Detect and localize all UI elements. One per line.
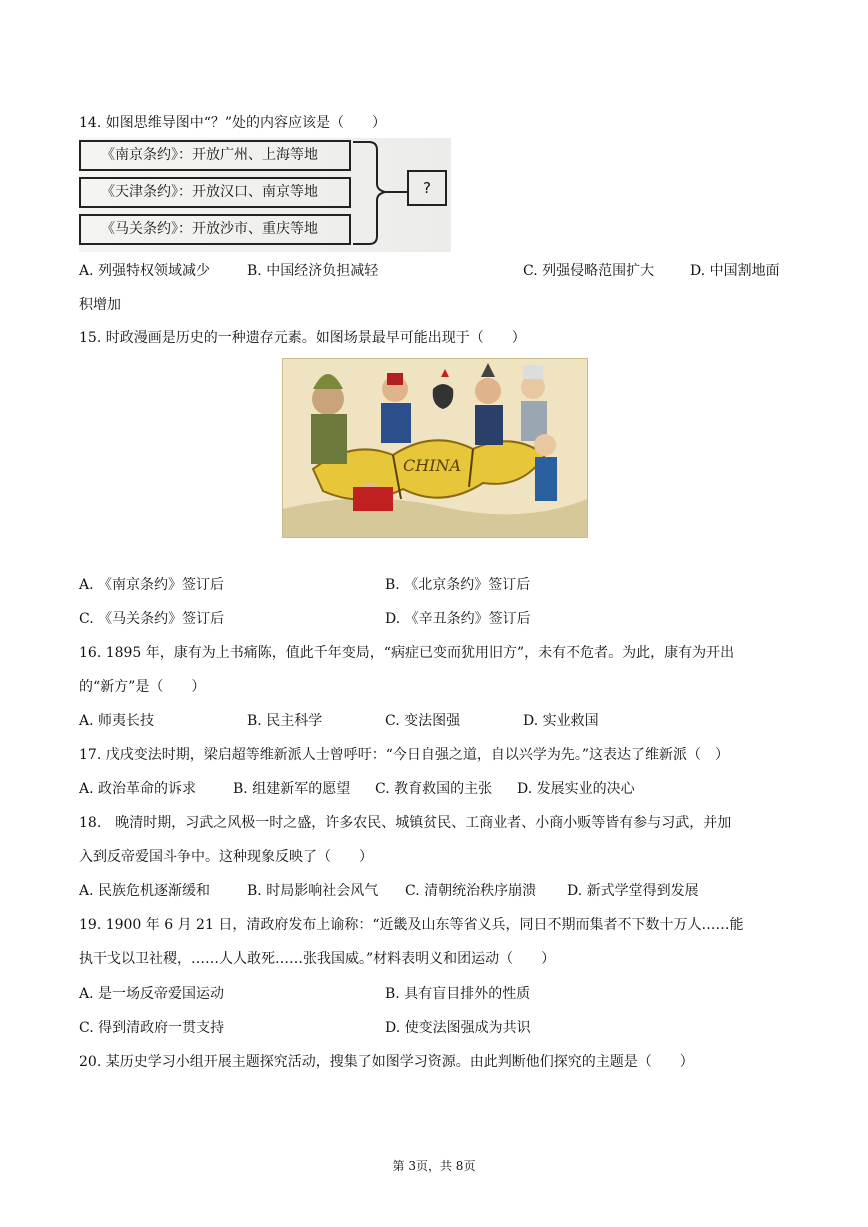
q19-stem-line-1: 19. 1900 年 6 月 21 日，清政府发布上谕称：“近畿及山东等省义兵，同日不期而集者不下数十万人……能	[79, 917, 744, 933]
q17-option-b[interactable]: B. 组建新军的愿望	[233, 781, 351, 797]
q20-stem: 20. 某历史学习小组开展主题探究活动，搜集了如图学习资源。由此判断他们探究的主题是（ ）	[79, 1054, 694, 1070]
q17-option-c[interactable]: C. 教育救国的主张	[375, 781, 493, 797]
q19-stem-line-2: 执干戈以卫社稷，……人人敢死……张我国威。”材料表明义和团运动（ ）	[79, 951, 556, 967]
q15-option-c[interactable]: C. 《马关条约》签订后	[79, 611, 225, 627]
mindmap-brace	[351, 140, 411, 246]
q17-stem: 17. 戊戌变法时期，梁启超等维新派人士曾呼吁：“今日自强之道，自以兴学为先。”这表达了维新派（ ）	[79, 747, 730, 763]
q19-option-a[interactable]: A. 是一场反帝爱国运动	[79, 986, 225, 1002]
q18-stem-line-1: 18. 晚清时期，习武之风极一时之盛，许多农民、城镇贫民、工商业者、小商小贩等皆有参与习武，并加	[79, 815, 732, 831]
q16-option-a[interactable]: A. 师夷长技	[79, 713, 155, 729]
q14-option-d[interactable]: D. 中国割地面	[690, 263, 780, 279]
q19-option-c[interactable]: C. 得到清政府一贯支持	[79, 1020, 225, 1036]
q15-option-b[interactable]: B. 《北京条约》签订后	[385, 577, 531, 593]
q14-stem: 14. 如图思维导图中“？”处的内容应该是（ ）	[79, 115, 387, 131]
q16-stem-line-1: 16. 1895 年，康有为上书痛陈，值此千年变局，“病症已变而犹用旧方”，未有不危者。为此，康有为开出	[79, 645, 735, 661]
page-footer: 第 3页，共 8页	[392, 1159, 476, 1173]
q16-option-c[interactable]: C. 变法图强	[385, 713, 461, 729]
q18-option-b[interactable]: B. 时局影响社会风气	[247, 883, 379, 899]
q14-option-b[interactable]: B. 中国经济负担减轻	[247, 263, 379, 279]
mindmap-box-nanjing: 《南京条约》：开放广州、上海等地	[79, 140, 351, 171]
q15-stem: 15. 时政漫画是历史的一种遗存元素。如图场景最早可能出现于（ ）	[79, 330, 526, 346]
cartoon-cloth-text: CHINA	[403, 456, 462, 475]
q16-option-d[interactable]: D. 实业救国	[523, 713, 599, 729]
q19-option-d[interactable]: D. 使变法图强成为共识	[385, 1020, 531, 1036]
q18-option-c[interactable]: C. 清朝统治秩序崩溃	[405, 883, 537, 899]
q16-option-b[interactable]: B. 民主科学	[247, 713, 323, 729]
q17-option-a[interactable]: A. 政治革命的诉求	[79, 781, 197, 797]
mindmap-box-maguan: 《马关条约》：开放沙市、重庆等地	[79, 214, 351, 245]
q15-option-a[interactable]: A. 《南京条约》签订后	[79, 577, 225, 593]
cartoon-illustration	[283, 359, 587, 537]
q15-option-d[interactable]: D. 《辛丑条约》签订后	[385, 611, 531, 627]
q14-option-c[interactable]: C. 列强侵略范围扩大	[523, 263, 655, 279]
q17-option-d[interactable]: D. 发展实业的决心	[517, 781, 635, 797]
q14-option-d-continued: 积增加	[79, 297, 121, 313]
q14-option-a[interactable]: A. 列强特权领域减少	[79, 263, 211, 279]
q18-stem-line-2: 入到反帝爱国斗争中。这种现象反映了（ ）	[79, 849, 373, 865]
mindmap-box-tianjin: 《天津条约》：开放汉口、南京等地	[79, 177, 351, 208]
q18-option-d[interactable]: D. 新式学堂得到发展	[567, 883, 699, 899]
q16-stem-line-2: 的“新方”是（ ）	[79, 679, 206, 695]
q18-option-a[interactable]: A. 民族危机逐渐缓和	[79, 883, 211, 899]
q15-cartoon-image	[282, 358, 588, 538]
q19-option-b[interactable]: B. 具有盲目排外的性质	[385, 986, 531, 1002]
mindmap-question-box: ?	[407, 170, 447, 206]
